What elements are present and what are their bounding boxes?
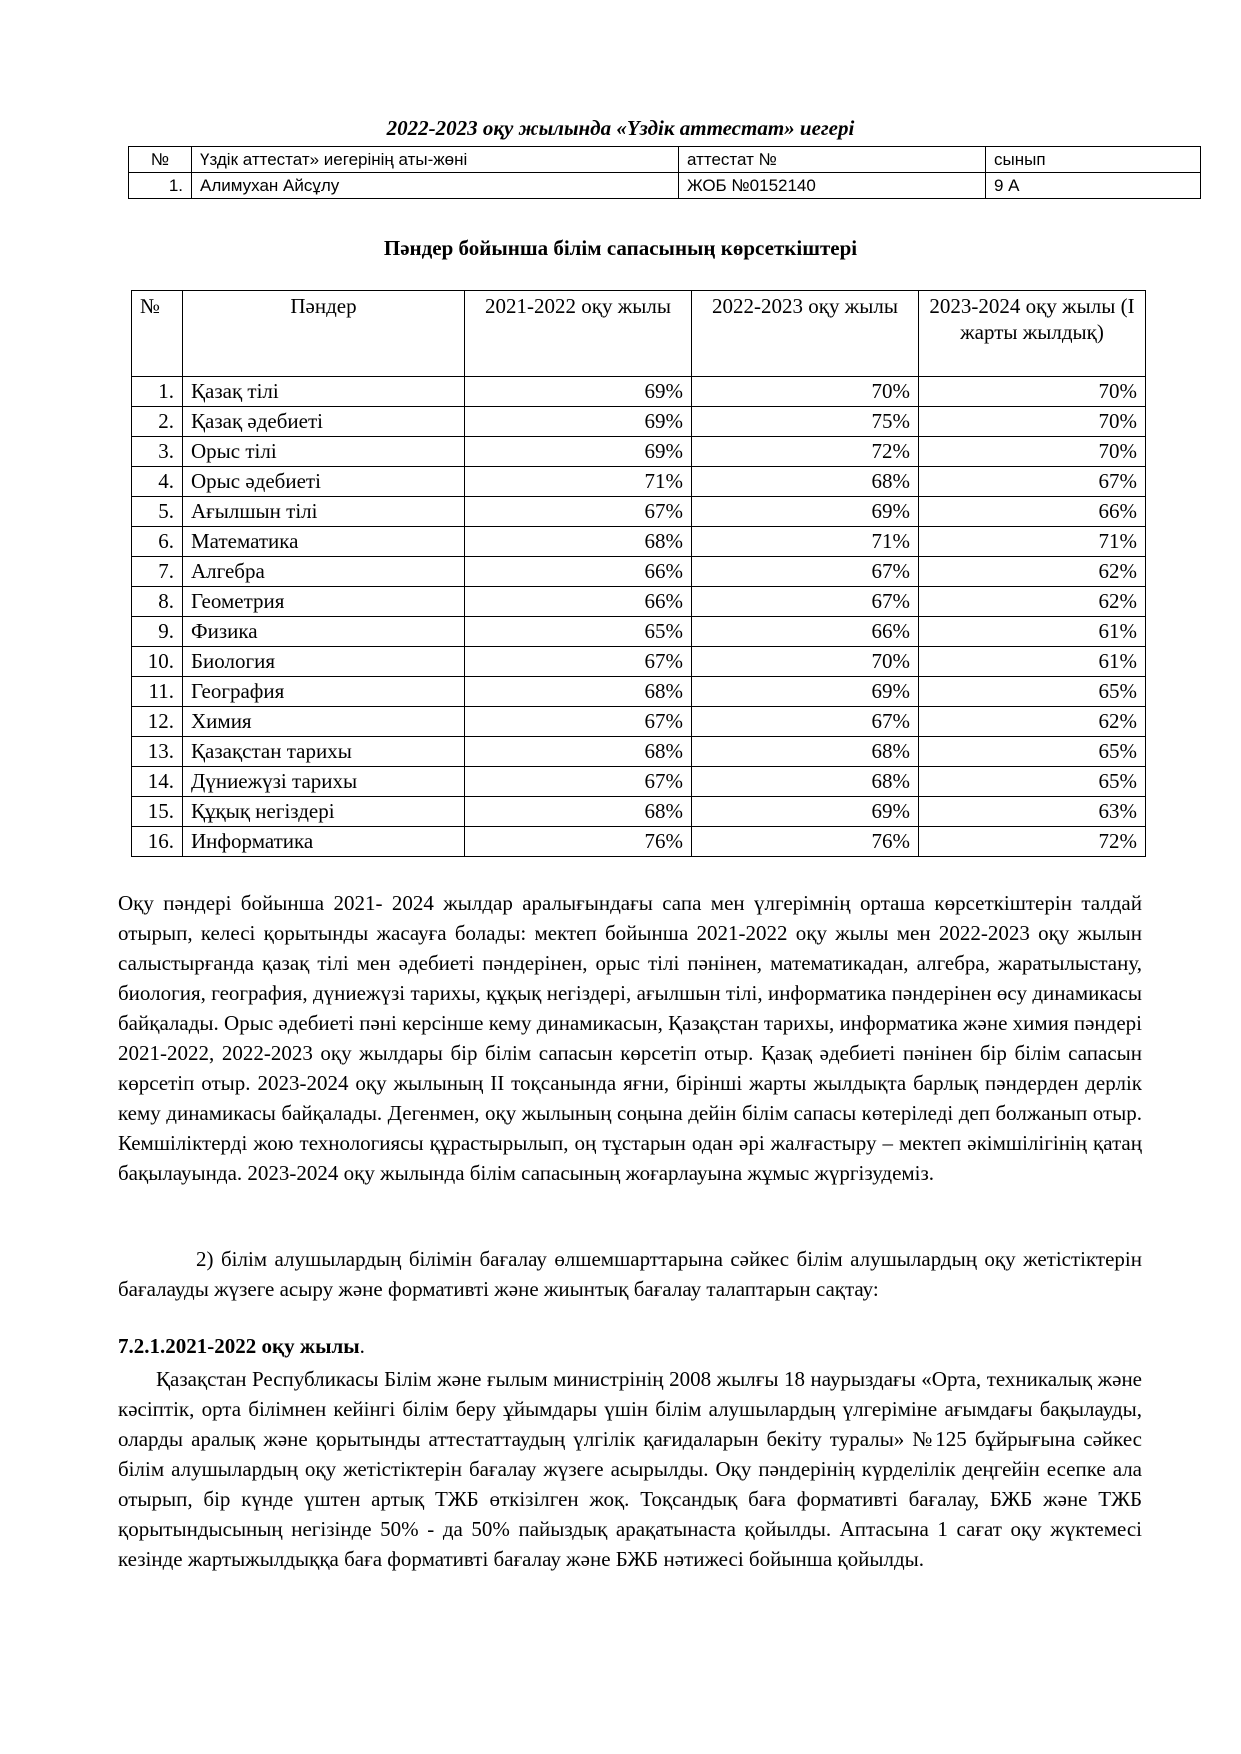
cell-subject: Информатика xyxy=(183,827,465,857)
cell-name: Алимухан Айсұлу xyxy=(192,173,679,199)
cell-number: 3. xyxy=(132,437,183,467)
cell-subject: География xyxy=(183,677,465,707)
cell-year-2022-2023: 69% xyxy=(692,497,919,527)
cell-number: 1. xyxy=(132,377,183,407)
item2-paragraph: 2) білім алушылардың білімін бағалау өлшемшарттарына сәйкес білім алушылардың оқу жетістіктерін бағалауды жүзеге асыру және формативті және жиынтық бағалау талаптарын сақтау: xyxy=(118,1247,1142,1301)
table-row xyxy=(132,407,1146,437)
cell-year-2021-2022: 65% xyxy=(465,617,692,647)
cell-year-2022-2023: 76% xyxy=(692,827,919,857)
cell-subject: Математика xyxy=(183,527,465,557)
cell-number: 11. xyxy=(132,677,183,707)
quality-title: Пәндер бойынша білім сапасының көрсеткіштері xyxy=(383,236,858,260)
cell-number: 5. xyxy=(132,497,183,527)
table-row xyxy=(132,737,1146,767)
table-row xyxy=(132,497,1146,527)
cell-number: 6. xyxy=(132,527,183,557)
cell-number: 13. xyxy=(132,737,183,767)
header-attestat-number: аттестат № xyxy=(679,147,986,173)
cell-year-2023-2024: 65% xyxy=(919,767,1146,797)
cell-year-2023-2024: 67% xyxy=(919,467,1146,497)
cell-year-2021-2022: 67% xyxy=(465,647,692,677)
cell-subject: Қазақ тілі xyxy=(183,377,465,407)
cell-number: 4. xyxy=(132,467,183,497)
cell-year-2022-2023: 70% xyxy=(692,377,919,407)
table-row xyxy=(132,377,1146,407)
table-row xyxy=(129,173,1201,199)
cell-year-2021-2022: 69% xyxy=(465,377,692,407)
cell-number: 8. xyxy=(132,587,183,617)
table-row xyxy=(132,617,1146,647)
cell-year-2022-2023: 69% xyxy=(692,797,919,827)
cell-number: 16. xyxy=(132,827,183,857)
header-number: № xyxy=(132,291,183,377)
header-number: № xyxy=(129,147,192,173)
subheading-text: 7.2.1.2021-2022 оқу жылы xyxy=(118,1334,360,1358)
cell-attestat-number: ЖОБ №0152140 xyxy=(679,173,986,199)
cell-year-2021-2022: 68% xyxy=(465,737,692,767)
table-row xyxy=(132,677,1146,707)
cell-year-2023-2024: 72% xyxy=(919,827,1146,857)
cell-number: 2. xyxy=(132,407,183,437)
cell-year-2021-2022: 68% xyxy=(465,527,692,557)
cell-year-2023-2024: 61% xyxy=(919,647,1146,677)
table-header-row xyxy=(129,147,1201,173)
cell-year-2022-2023: 72% xyxy=(692,437,919,467)
cell-subject: Ағылшын тілі xyxy=(183,497,465,527)
analysis-paragraph: Оқу пәндері бойынша 2021- 2024 жылдар аралығындағы сапа мен үлгерімнің орташа көрсеткіштерін талдай отырып, келесі қорытынды жасауға болады: мектеп бойынша 2021-2022 оқу жылы мен 2022-2023 оқу жылын салыстырғанда қазақ тілі мен әдебиеті пәндерінен, орыс тілі пәнінен, математикадан, алгебра, жаратылыстану, биология, география, дүниежүзі тарихы, құқық негіздері, ағылшын тілі, информатика пәндерінен өсу динамикасы байқалады. Орыс әдебиеті пәні керсінше кему динамикасын, Қазақстан тарихы, информатика және химия пәндері 2021-2022, 2022-2023 оқу жылдары бір білім сапасын көрсетіп отыр. Қазақ әдебиеті пәнінен бір білім сапасын көрсетіп отыр. 2023-2024 оқу жылының ІІ тоқсанында яғни, бірінші жарты жылдықта барлық пәндерден дерлік кему динамикасы байқалады. Дегенмен, оқу жылының соңына дейін білім сапасы көтеріледі деп болжанып отыр. Кемшіліктерді жою технологиясы құрастырылып, оң тұстарын одан әрі жалғастыру – мектеп әкімшілігінің қатаң бақылауында. 2023-2024 оқу жылында білім сапасының жоғарлауына жұмыс жүргізудеміз. xyxy=(118,891,1142,1185)
attestat-table xyxy=(128,146,1201,199)
cell-number: 1. xyxy=(129,173,192,199)
cell-year-2023-2024: 66% xyxy=(919,497,1146,527)
cell-subject: Құқық негіздері xyxy=(183,797,465,827)
cell-year-2021-2022: 66% xyxy=(465,557,692,587)
cell-subject: Қазақ әдебиеті xyxy=(183,407,465,437)
cell-year-2022-2023: 71% xyxy=(692,527,919,557)
cell-year-2022-2023: 67% xyxy=(692,587,919,617)
cell-year-2022-2023: 67% xyxy=(692,707,919,737)
attestat-title: 2022-2023 оқу жылында «Үздік аттестат» иегері xyxy=(386,116,855,140)
cell-year-2023-2024: 62% xyxy=(919,557,1146,587)
cell-year-2022-2023: 66% xyxy=(692,617,919,647)
cell-number: 10. xyxy=(132,647,183,677)
cell-number: 12. xyxy=(132,707,183,737)
cell-year-2021-2022: 66% xyxy=(465,587,692,617)
cell-year-2022-2023: 68% xyxy=(692,467,919,497)
cell-subject: Физика xyxy=(183,617,465,647)
subheading xyxy=(118,1334,365,1359)
cell-year-2021-2022: 71% xyxy=(465,467,692,497)
cell-subject: Орыс тілі xyxy=(183,437,465,467)
cell-year-2023-2024: 63% xyxy=(919,797,1146,827)
table-row xyxy=(132,647,1146,677)
cell-subject: Қазақстан тарихы xyxy=(183,737,465,767)
cell-year-2021-2022: 68% xyxy=(465,797,692,827)
cell-year-2021-2022: 76% xyxy=(465,827,692,857)
table-row xyxy=(132,467,1146,497)
cell-number: 7. xyxy=(132,557,183,587)
cell-year-2023-2024: 70% xyxy=(919,407,1146,437)
table-row xyxy=(132,827,1146,857)
cell-year-2022-2023: 69% xyxy=(692,677,919,707)
subheading-suffix: . xyxy=(359,1334,365,1358)
cell-subject: Геометрия xyxy=(183,587,465,617)
cell-year-2021-2022: 69% xyxy=(465,407,692,437)
cell-subject: Биология xyxy=(183,647,465,677)
cell-year-2023-2024: 62% xyxy=(919,587,1146,617)
cell-year-2021-2022: 67% xyxy=(465,767,692,797)
cell-subject: Химия xyxy=(183,707,465,737)
cell-class: 9 А xyxy=(986,173,1201,199)
cell-year-2023-2024: 65% xyxy=(919,737,1146,767)
cell-year-2022-2023: 68% xyxy=(692,767,919,797)
header-year-2022-2023: 2022-2023 оқу жылы xyxy=(692,291,919,377)
cell-subject: Орыс әдебиеті xyxy=(183,467,465,497)
cell-number: 15. xyxy=(132,797,183,827)
cell-subject: Дүниежүзі тарихы xyxy=(183,767,465,797)
cell-year-2021-2022: 68% xyxy=(465,677,692,707)
cell-year-2022-2023: 68% xyxy=(692,737,919,767)
cell-year-2023-2024: 70% xyxy=(919,377,1146,407)
table-row xyxy=(132,767,1146,797)
table-row xyxy=(132,587,1146,617)
table-row xyxy=(132,557,1146,587)
cell-subject: Алгебра xyxy=(183,557,465,587)
cell-year-2023-2024: 65% xyxy=(919,677,1146,707)
cell-year-2023-2024: 61% xyxy=(919,617,1146,647)
cell-year-2021-2022: 67% xyxy=(465,497,692,527)
cell-number: 14. xyxy=(132,767,183,797)
cell-year-2023-2024: 70% xyxy=(919,437,1146,467)
quality-table xyxy=(131,290,1146,857)
cell-year-2022-2023: 70% xyxy=(692,647,919,677)
cell-year-2022-2023: 75% xyxy=(692,407,919,437)
cell-year-2023-2024: 62% xyxy=(919,707,1146,737)
header-year-2021-2022: 2021-2022 оқу жылы xyxy=(465,291,692,377)
table-row xyxy=(132,437,1146,467)
header-year-2023-2024: 2023-2024 оқу жылы (І жарты жылдық) xyxy=(919,291,1146,377)
header-class: сынып xyxy=(986,147,1201,173)
rules-paragraph: Қазақстан Республикасы Білім және ғылым министрінің 2008 жылғы 18 наурыздағы «Орта, техникалық және кәсіптік, орта білімнен кейінгі білім беру ұйымдары үшін білім алушылардың үлгеріміне ағымдағы бақылауды, оларды аралық және қорытынды аттестаттаудың үлгілік қағидаларын бекіту туралы» №125 бұйрығына сәйкес білім алушылардың оқу жетістіктерін бағалау жүзеге асырылды. Оқу пәндерінің күрделілік деңгейін есепке ала отырып, бір күнде үштен артық ТЖБ өткізілген жоқ. Тоқсандық баға формативті бағалау, БЖБ және ТЖБ қорытындысының негізінде 50% - да 50% пайыздық арақатынаста қойылды. Аптасына 1 сағат оқу жүктемесі кезінде жартыжылдыққа баға формативті бағалау және БЖБ нәтижесі бойынша қойылды. xyxy=(118,1367,1142,1571)
table-row xyxy=(132,797,1146,827)
header-name: Үздік аттестат» иегерінің аты-жөні xyxy=(192,147,679,173)
table-header-row xyxy=(132,291,1146,377)
cell-year-2023-2024: 71% xyxy=(919,527,1146,557)
header-subject: Пәндер xyxy=(183,291,465,377)
table-row xyxy=(132,707,1146,737)
table-row xyxy=(132,527,1146,557)
cell-number: 9. xyxy=(132,617,183,647)
cell-year-2021-2022: 67% xyxy=(465,707,692,737)
cell-year-2021-2022: 69% xyxy=(465,437,692,467)
cell-year-2022-2023: 67% xyxy=(692,557,919,587)
